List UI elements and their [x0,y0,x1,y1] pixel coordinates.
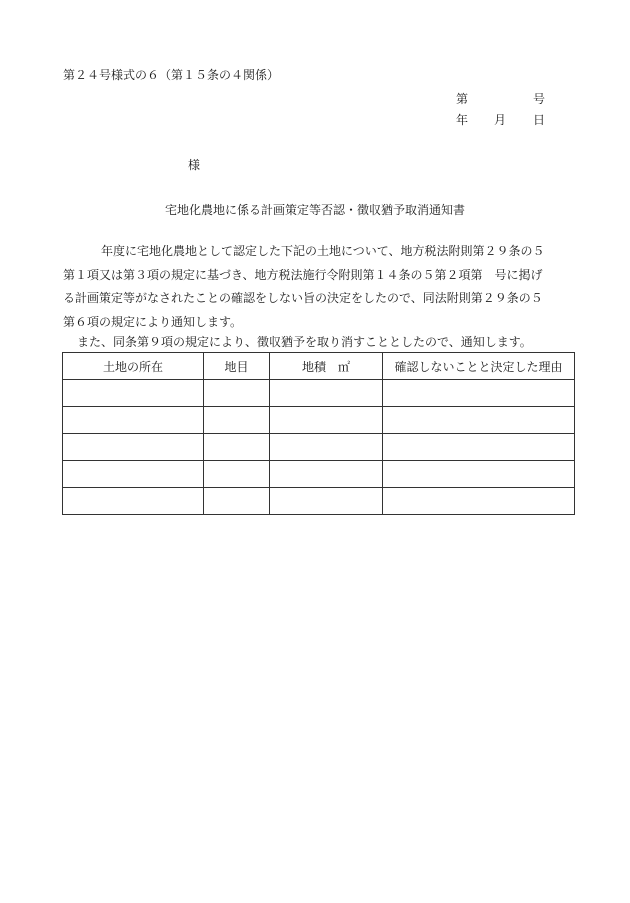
cell-land-location[interactable] [63,380,204,407]
document-title: 宅地化農地に係る計画策定等否認・徴収猶予取消通知書 [164,203,465,217]
cell-land-location[interactable] [63,407,204,434]
paragraph-line: 第６項の規定により通知します。 [63,314,243,329]
paragraph-line: る計画策定等がなされたことの確認をしない旨の決定をしたので、同法附則第２９条の５ [63,291,543,305]
cell-denial-reason[interactable] [383,461,575,488]
table-header-row [63,353,575,380]
form-number: 第２４号様式の６（第１５条の４関係） [63,68,280,82]
cell-land-location[interactable] [63,461,204,488]
date-year-label: 年 [456,113,469,127]
cell-denial-reason[interactable] [383,380,575,407]
issue-number-suffix: 号 [533,92,546,106]
cell-land-category[interactable] [204,407,270,434]
header-land-category: 地目 [204,353,270,380]
cell-land-area[interactable] [270,434,383,461]
cell-denial-reason[interactable] [383,488,575,515]
table-row [63,380,575,407]
cell-land-area[interactable] [270,380,383,407]
paragraph-line: 年度に宅地化農地として認定した下記の土地について、地方税法附則第２９条の５ [101,244,545,258]
paragraph-line: 第１項又は第３項の規定に基づき、地方税法施行令附則第１４条の５第２項第 号に掲げ [63,267,543,282]
cell-land-category[interactable] [204,380,270,407]
cell-land-category[interactable] [204,434,270,461]
date-month-label: 月 [494,113,507,127]
cell-land-location[interactable] [63,434,204,461]
cell-land-category[interactable] [204,461,270,488]
cell-land-area[interactable] [270,407,383,434]
cell-denial-reason[interactable] [383,407,575,434]
cell-land-category[interactable] [204,488,270,515]
land-table [62,352,575,515]
addressee-suffix: 様 [188,158,201,172]
header-land-area: 地積 ㎡ [270,353,383,380]
table-row [63,434,575,461]
cell-denial-reason[interactable] [383,434,575,461]
notice-paragraph [63,240,579,334]
paragraph-line: また、同条第９項の規定により、徴収猶予を取り消すこととしたので、通知します。 [77,335,532,349]
cell-land-area[interactable] [270,488,383,515]
header-land-location: 土地の所在 [63,353,204,380]
table-row [63,407,575,434]
date-day-label: 日 [533,113,546,127]
header-denial-reason: 確認しないことと決定した理由 [383,353,575,380]
cell-land-area[interactable] [270,461,383,488]
cancellation-paragraph [77,331,593,355]
cell-land-location[interactable] [63,488,204,515]
issue-number-label: 第 [456,92,469,106]
table-row [63,488,575,515]
table-row [63,461,575,488]
